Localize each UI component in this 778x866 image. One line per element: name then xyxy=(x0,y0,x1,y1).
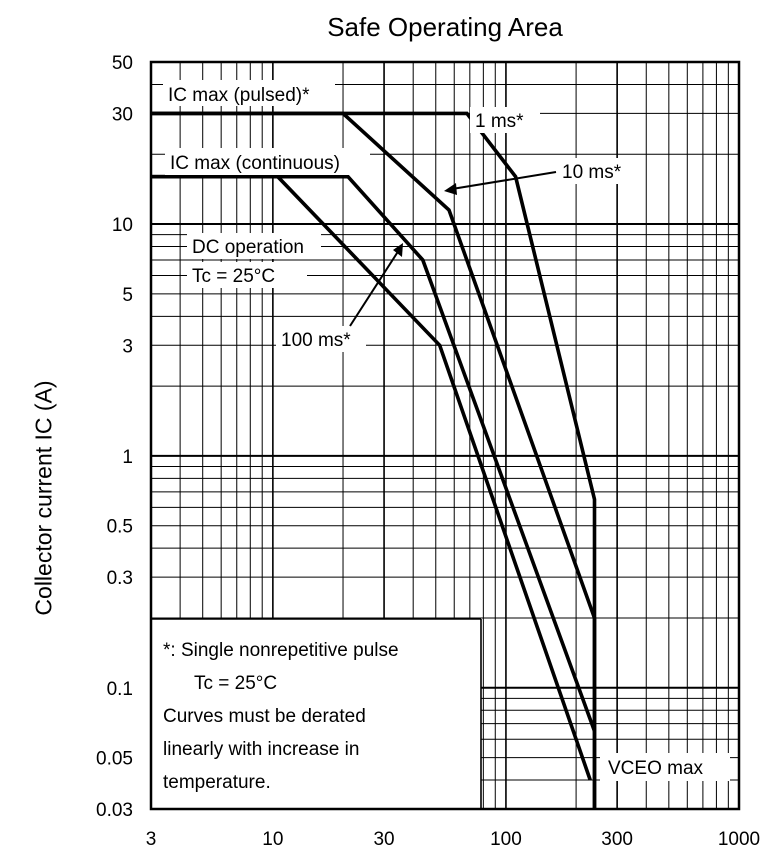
x-tick-label: 3 xyxy=(145,829,157,850)
chart-title: Safe Operating Area xyxy=(327,12,563,42)
arrowhead-10ms xyxy=(444,183,457,195)
label-ic-pulsed: IC max (pulsed)* xyxy=(168,85,310,106)
y-tick-label: 0.3 xyxy=(106,568,133,590)
note-line-4: linearly with increase in xyxy=(163,739,360,760)
label-1ms: 1 ms* xyxy=(475,111,524,132)
label-dc-operation: DC operation xyxy=(192,237,304,258)
note-line-1: *: Single nonrepetitive pulse xyxy=(163,640,399,661)
y-tick-label: 5 xyxy=(122,284,133,306)
x-tick-label: 100 xyxy=(490,829,522,850)
arrowhead-100ms xyxy=(393,243,403,257)
y-axis-label: Collector current IC (A) xyxy=(30,380,57,616)
label-tc: Tc = 25°C xyxy=(192,266,276,287)
x-tick-label: 300 xyxy=(601,829,633,850)
y-tick-label: 50 xyxy=(111,53,133,74)
y-tick-label: 0.03 xyxy=(96,800,133,821)
note-line-3: Curves must be derated xyxy=(163,706,366,727)
y-tick-label: 0.05 xyxy=(96,748,133,770)
note-line-2: Tc = 25°C xyxy=(194,673,278,694)
note-line-5: temperature. xyxy=(163,772,271,793)
leader-arrows xyxy=(350,172,556,326)
x-tick-label: 10 xyxy=(262,829,284,850)
label-ic-continuous: IC max (continuous) xyxy=(170,153,341,174)
label-100ms: 100 ms* xyxy=(281,330,351,351)
label-10ms: 10 ms* xyxy=(562,162,622,183)
y-tick-label: 1 xyxy=(122,446,133,468)
y-tick-label: 3 xyxy=(122,336,133,358)
y-tick-label: 0.5 xyxy=(106,516,133,538)
leader-10ms xyxy=(452,172,556,189)
y-tick-label: 10 xyxy=(111,215,133,237)
y-tick-label: 0.1 xyxy=(106,678,133,700)
y-tick-label: 30 xyxy=(111,104,133,126)
note-box xyxy=(152,619,481,809)
label-vceo-max: VCEO max xyxy=(608,758,704,779)
x-tick-label: 1000 xyxy=(717,829,761,850)
x-tick-label: 30 xyxy=(373,829,395,850)
